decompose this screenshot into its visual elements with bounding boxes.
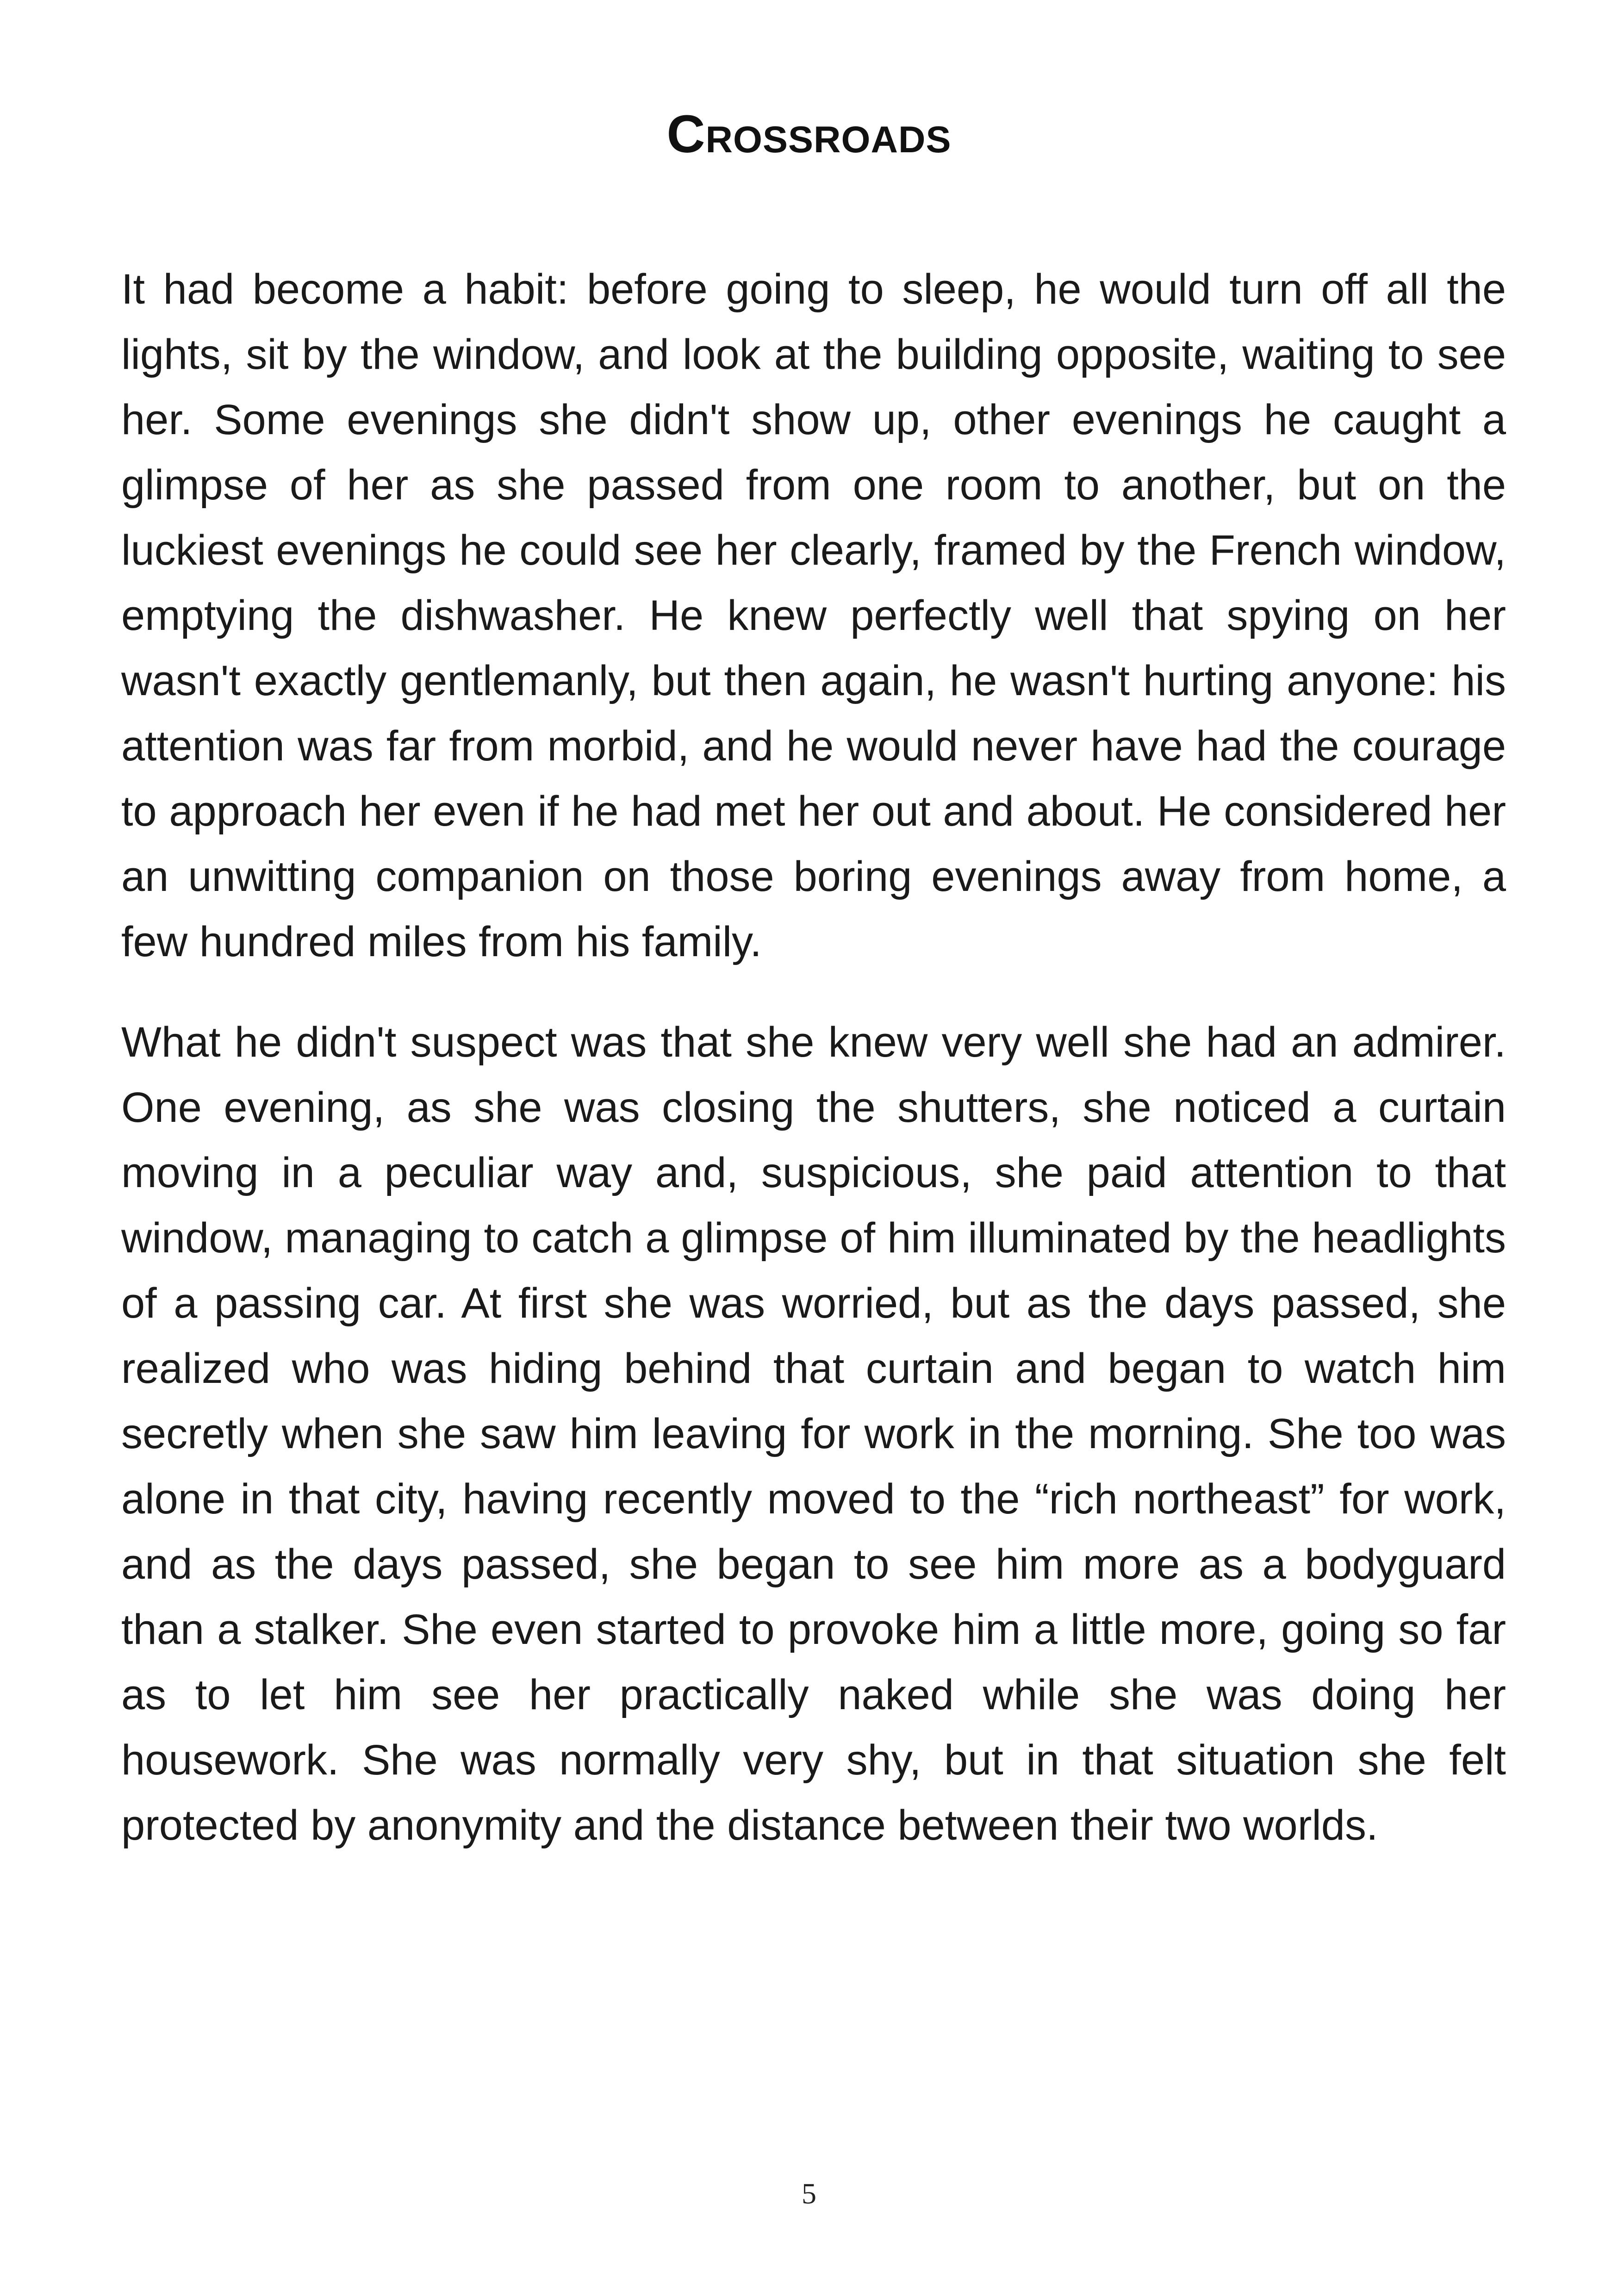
chapter-title: Crossroads (666, 105, 952, 164)
paragraph-1: It had become a habit: before going to sleep, he would turn off all the lights, sit by the window, and look at the building opposite, waiting to see her. Some evenings she didn't show up, other evenings he caught a glimpse of her as she passed from one room to another, but on the luckiest evenings he could see her clearly, framed by the French window, emptying the dishwasher. He knew perfectly well that spying on her wasn't exactly gentlemanly, but then again, he wasn't hurting anyone: his attention was far from morbid, and he would never have had the courage to approach her even if he had met her out and about. He considered her an unwitting companion on those boring evenings away from home, a few hundred miles from his family. (121, 266, 1506, 965)
paragraph-2: What he didn't suspect was that she knew very well she had an admirer. One evening, as she was closing the shutters, she noticed a curtain moving in a peculiar way and, suspicious, she paid attention to that window, managing to catch a glimpse of him illuminated by the headlights of a passing car. At first she was worried, but as the days passed, she realized who was hiding behind that curtain and began to watch him secretly when she saw him leaving for work in the morning. She too was alone in that city, having recently moved to the “rich northeast” for work, and as the days passed, she began to see him more as a bodyguard than a stalker. She even started to provoke him a little more, going so far as to let him see her practically naked while she was doing her housework. She was normally very shy, but in that situation she felt protected by anonymity and the distance between their two worlds. (121, 1019, 1506, 1849)
page-number: 5 (802, 2177, 816, 2210)
body-text (121, 257, 1506, 1893)
